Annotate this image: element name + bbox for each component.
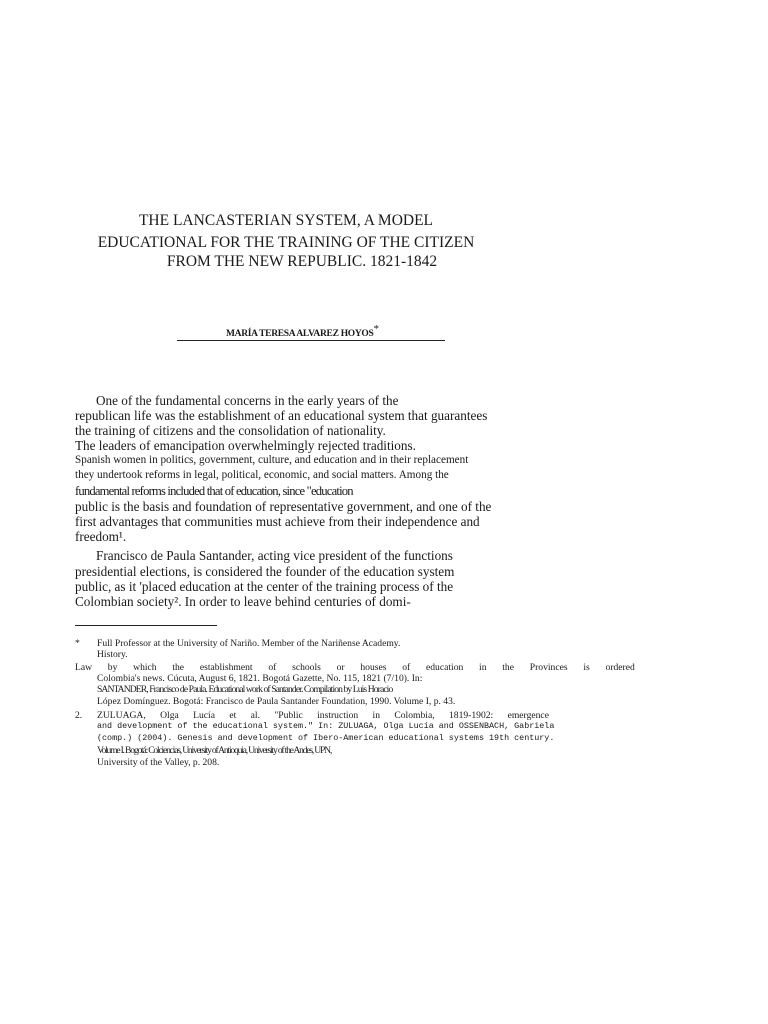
body-line-6: they undertook reforms in legal, political, economic, and social matters. Among the — [75, 469, 449, 481]
footnote-2-line-2: Colombia's news. Cúcuta, August 6, 1821. Bogotá Gazette, No. 115, 1821 (7/10). In: — [97, 673, 423, 684]
footnote-1-line-2: History. — [97, 649, 128, 660]
footnote-word: "Public — [274, 710, 303, 721]
footnote-word: in — [479, 662, 487, 673]
footnote-word: education — [426, 662, 464, 673]
body-line-14: Colombian society². In order to leave behind centuries of domi- — [75, 594, 411, 609]
author-rule — [177, 340, 445, 341]
footnote-3-mark: 2. — [75, 710, 83, 721]
footnote-word: the — [172, 662, 185, 673]
body-line-13: public, as it 'placed education at the center of the training process of the — [75, 579, 454, 594]
footnote-word: by — [107, 662, 118, 673]
footnote-3-line-2: and development of the educational system." In: ZULUAGA, Olga Lucía and OSSENBACH, Gabriela — [97, 721, 555, 731]
author-footnote-mark: * — [373, 323, 379, 335]
footnote-word: instruction — [317, 710, 359, 721]
footnote-word: establishment — [199, 662, 253, 673]
page-title-line-3: FROM THE NEW REPUBLIC. 1821-1842 — [166, 253, 438, 270]
footnote-word: Provinces — [529, 662, 568, 673]
footnote-rule — [75, 625, 217, 626]
footnote-2-line-3: SANTANDER, Francisco de Paula. Educational work of Santander. Compilation by Luis Horacio — [97, 684, 393, 695]
author-byline — [226, 323, 379, 339]
footnote-3-line-1 — [97, 710, 549, 721]
body-line-11: Francisco de Paula Santander, acting vice president of the functions — [96, 548, 453, 563]
footnote-word: which — [133, 662, 157, 673]
footnote-word: Colombia, — [394, 710, 435, 721]
footnote-word: ZULUAGA, — [97, 710, 146, 721]
page-title-line-1: THE LANCASTERIAN SYSTEM, A MODEL — [138, 212, 434, 229]
body-line-7: fundamental reforms included that of education, since "education — [75, 484, 353, 498]
footnote-word: et — [229, 710, 237, 721]
footnote-word: emergence — [507, 710, 549, 721]
body-line-1: One of the fundamental concerns in the early years of the — [96, 393, 399, 408]
footnote-1-mark: * — [75, 638, 80, 649]
page-title-line-2: EDUCATIONAL FOR THE TRAINING OF THE CITIZEN — [97, 234, 475, 251]
footnote-word: Lucía — [193, 710, 215, 721]
footnote-word: schools — [292, 662, 321, 673]
footnote-3-line-3: (comp.) (2004). Genesis and development of Ibero-American educational systems 19th century. — [97, 733, 555, 743]
footnote-3-line-4: Volume I. Bogotá: Colciencias, University of Antioquia, University of the Andes, UPN, — [97, 745, 332, 756]
footnote-word: is — [583, 662, 590, 673]
footnote-word: in — [372, 710, 380, 721]
author-name: MARÍA TERESA ALVAREZ HOYOS — [226, 329, 374, 340]
footnote-word: ordered — [605, 662, 635, 673]
body-line-5: Spanish women in politics, government, culture, and education and in their replacement — [75, 454, 469, 466]
body-line-3: the training of citizens and the consolidation of nationality. — [75, 423, 386, 438]
footnote-word: Law — [75, 662, 93, 673]
footnote-word: 1819-1902: — [448, 710, 494, 721]
footnote-3-line-5: University of the Valley, p. 208. — [97, 757, 220, 768]
body-line-8: public is the basis and foundation of representative government, and one of the — [75, 499, 492, 514]
footnote-word: Olga — [160, 710, 179, 721]
footnote-2-line-1 — [75, 662, 635, 673]
body-line-4: The leaders of emancipation overwhelmingly rejected traditions. — [75, 438, 416, 453]
body-line-2: republican life was the establishment of an educational system that guarantees — [75, 408, 488, 423]
footnote-word: houses — [360, 662, 387, 673]
body-line-12: presidential elections, is considered the founder of the education system — [75, 564, 455, 579]
footnote-word: or — [336, 662, 345, 673]
footnote-word: of — [268, 662, 277, 673]
footnote-2-line-4: López Domínguez. Bogotá: Francisco de Paula Santander Foundation, 1990. Volume I, p. 43. — [97, 696, 456, 707]
footnote-1-line-1: Full Professor at the University of Nariño. Member of the Nariñense Academy. — [97, 638, 401, 649]
body-line-10: freedom¹. — [75, 529, 127, 544]
footnote-word: al. — [250, 710, 260, 721]
footnote-word: of — [402, 662, 411, 673]
footnote-word: the — [502, 662, 514, 673]
body-line-9: first advantages that communities must achieve from their independence and — [75, 514, 480, 529]
